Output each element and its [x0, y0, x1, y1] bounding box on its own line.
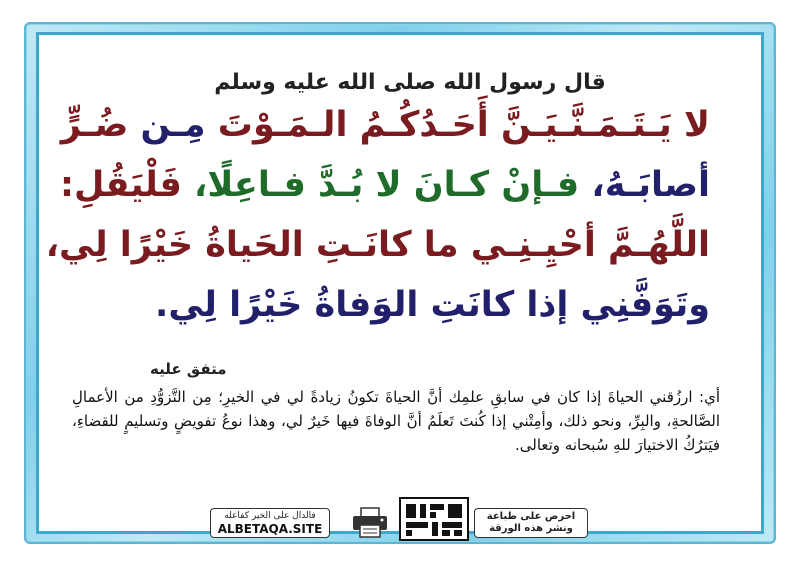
hadith-line-2-part-c: فَلْيَقُلِ:	[59, 165, 182, 205]
hadith-line-4: وتَوَفَّنِي إذا كانَتِ الوَفاةُ خَيْرًا لِي.	[155, 285, 710, 325]
hadith-line-1-part-b: مِـن	[128, 105, 206, 145]
hadith-source: متفق عليه	[150, 360, 227, 378]
footer-site-box	[210, 508, 330, 538]
footer-print-note: احرص على طباعة ونشر هذه الورقة	[474, 508, 588, 538]
hadith-line-1-part-c: ضُـرٍّ	[60, 105, 129, 145]
hadith-line-1-part-a: لا يَـتَـمَـنَّـيَـنَّ أَحَـدُكُـمُ الـمَـوْتَ	[205, 105, 710, 145]
footer-slogan: فالدال على الخير كفاعله	[224, 511, 316, 521]
hadith-line-2-part-a: أصابَـهُ،	[579, 165, 710, 205]
albetaqa-logo	[398, 496, 470, 542]
hadith-line-2-part-b: فـإنْ كـانَ لا بُـدَّ فـاعِلًا،	[181, 165, 580, 205]
hadith-line-2	[59, 165, 710, 205]
hadith-line-1	[60, 105, 710, 145]
hadith-intro: قال رسول الله صلى الله عليه وسلم	[214, 70, 606, 95]
printer-icon	[350, 505, 390, 539]
hadith-explanation: أي: ارزُقني الحياةَ إذا كان في سابقِ علمِك أنَّ الحياةَ تكونُ زيادةً لي في الخيرِ؛ مِن التَّزوُّدِ من الأعمالِ الصَّالحةِ، والبِرِّ، ونحو ذلك، وأمِتْني إذا كُنتَ تَعلَمُ أنَّ الوفاةَ فيها خَيرٌ لي، وهذا نوعُ تفويضٍ وتسليمٍ للقضاءِ، فيَترُكُ الاختيارَ للهِ سُبحانه وتعالى.	[72, 388, 720, 454]
footer-site-url: ALBETAQA.SITE	[217, 522, 323, 536]
hadith-line-3: اللَّهُـمَّ أحْيِـنِـي ما كانَـتِ الحَياةُ خَيْرًا لِي،	[45, 225, 710, 265]
